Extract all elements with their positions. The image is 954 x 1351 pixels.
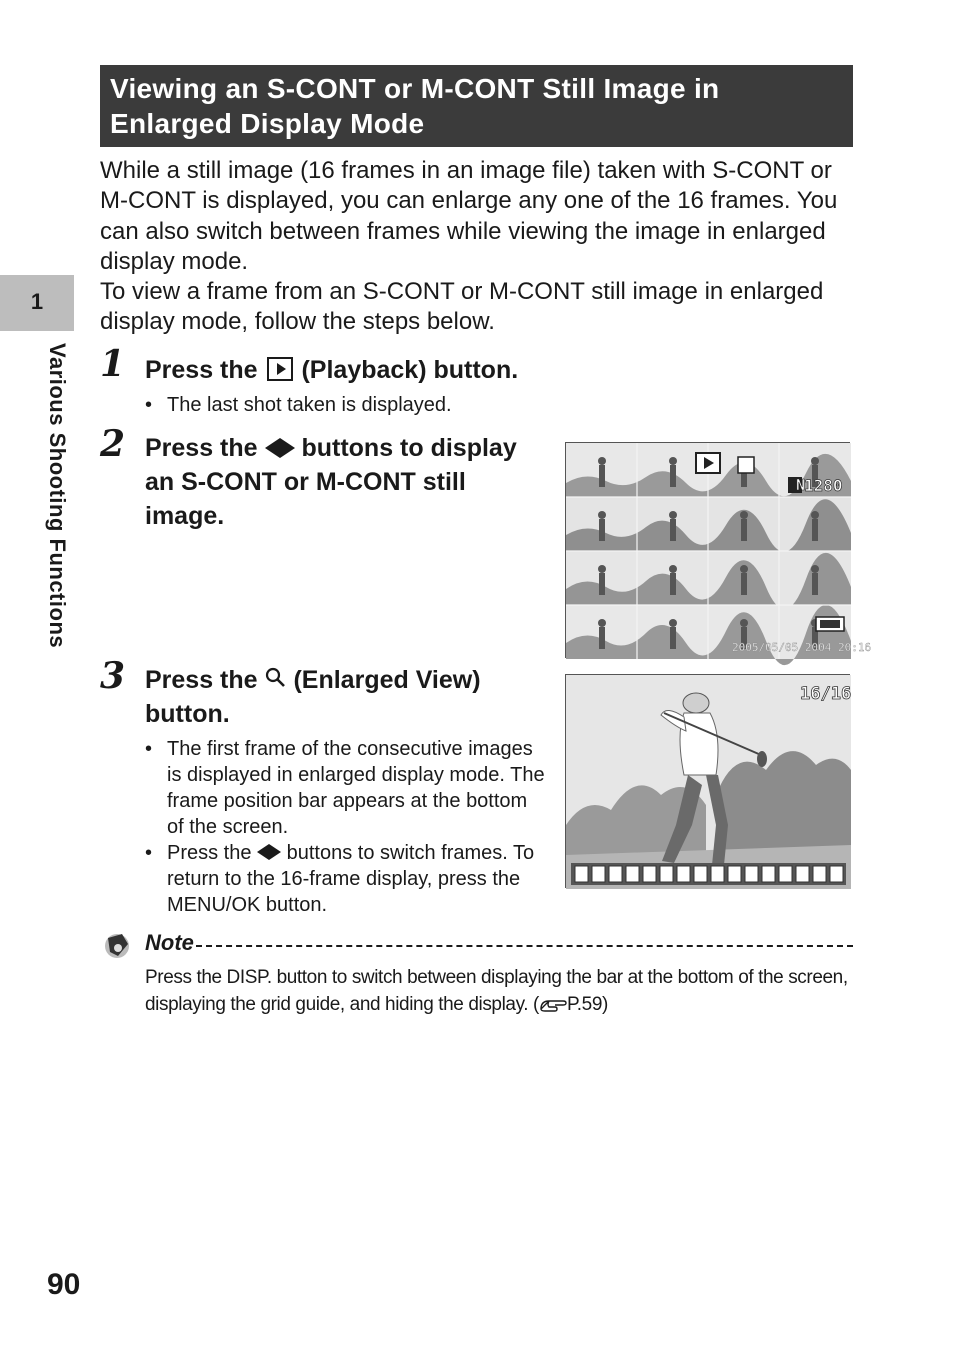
note-text [145, 964, 857, 1018]
step-2-title-before: Press the [145, 434, 258, 462]
step-1-title [145, 353, 665, 387]
note-title: Note [145, 930, 194, 955]
enlarged-frame-screen [565, 674, 850, 888]
step-1-title-before: Press the [145, 356, 258, 384]
page-number: 90 [47, 1268, 81, 1301]
step-3-bullet-1: • The first frame of the consecutive images is displayed in enlarged display mode. The frame position bar appears at the bottom of the screen. [145, 736, 545, 840]
step-3-bullet-2-before: Press the [167, 842, 252, 864]
mode-badge: N [796, 476, 806, 494]
left-right-arrows-icon [265, 434, 295, 462]
chapter-number: 1 [30, 289, 44, 314]
pointing-hand-icon [539, 995, 567, 1013]
step-1-bullet: • The last shot taken is displayed. [145, 392, 665, 418]
section-title-line2: Enlarged Display Mode [110, 108, 425, 139]
step-1-bullets [145, 392, 665, 418]
note-text-after: ) [602, 994, 608, 1015]
note-divider [196, 945, 853, 947]
image-size-counter: 1280 [804, 476, 843, 495]
sixteen-frame-screen [565, 442, 872, 658]
step-3-bullet-2-after: buttons to switch frames. To return to the 16-frame display, press the MENU/OK button. [167, 842, 535, 916]
step-1-title-after: (Playback) button. [301, 356, 519, 384]
magnifier-icon [265, 667, 287, 689]
section-header [100, 65, 853, 147]
enlarged-frame-image [566, 675, 851, 889]
step-3-title-after: (Enlarged View) button. [145, 666, 481, 728]
frame-counter: 16/16 [800, 684, 852, 704]
date-stamp: 2005/05/05 2004 20:16 [732, 641, 872, 654]
step-2-number: 2 [100, 423, 126, 465]
step-1-number: 1 [100, 343, 126, 385]
step-3-title-before: Press the [145, 666, 258, 694]
sixteen-frame-image [566, 443, 872, 659]
intro-text [100, 156, 860, 338]
intro-paragraph-1: While a still image (16 frames in an image file) taken with S-CONT or M-CONT is displayed, you can enlarge any one of the 16 frames. You can also switch between frames while viewing the image in enlarged display mode. [100, 157, 838, 275]
intro-paragraph-2: To view a frame from an S-CONT or M-CONT still image in enlarged display mode, follow the steps below. [100, 278, 824, 336]
note-icon [102, 930, 132, 960]
step-3-number: 3 [100, 655, 126, 697]
step-3-title [145, 663, 545, 731]
step-3-bullet-2 [145, 840, 545, 918]
step-3-bullets [145, 736, 545, 918]
section-title-line1: Viewing an S-CONT or M-CONT Still Image in [110, 73, 720, 104]
note-text-before: Press the DISP. button to switch between displaying the bar at the bottom of the screen, displaying the grid guide, and hiding the display. ( [145, 967, 848, 1015]
left-right-arrows-icon [257, 842, 281, 864]
chapter-label: Various Shooting Functions [45, 343, 70, 649]
note-page-ref[interactable]: P.59 [566, 994, 603, 1015]
step-2-title-after: buttons to display an S-CONT or M-CONT still image. [145, 434, 517, 530]
step-2-title [145, 431, 545, 533]
playback-icon [267, 357, 293, 381]
chapter-tab [0, 275, 74, 331]
frame-position-bar [571, 863, 846, 885]
